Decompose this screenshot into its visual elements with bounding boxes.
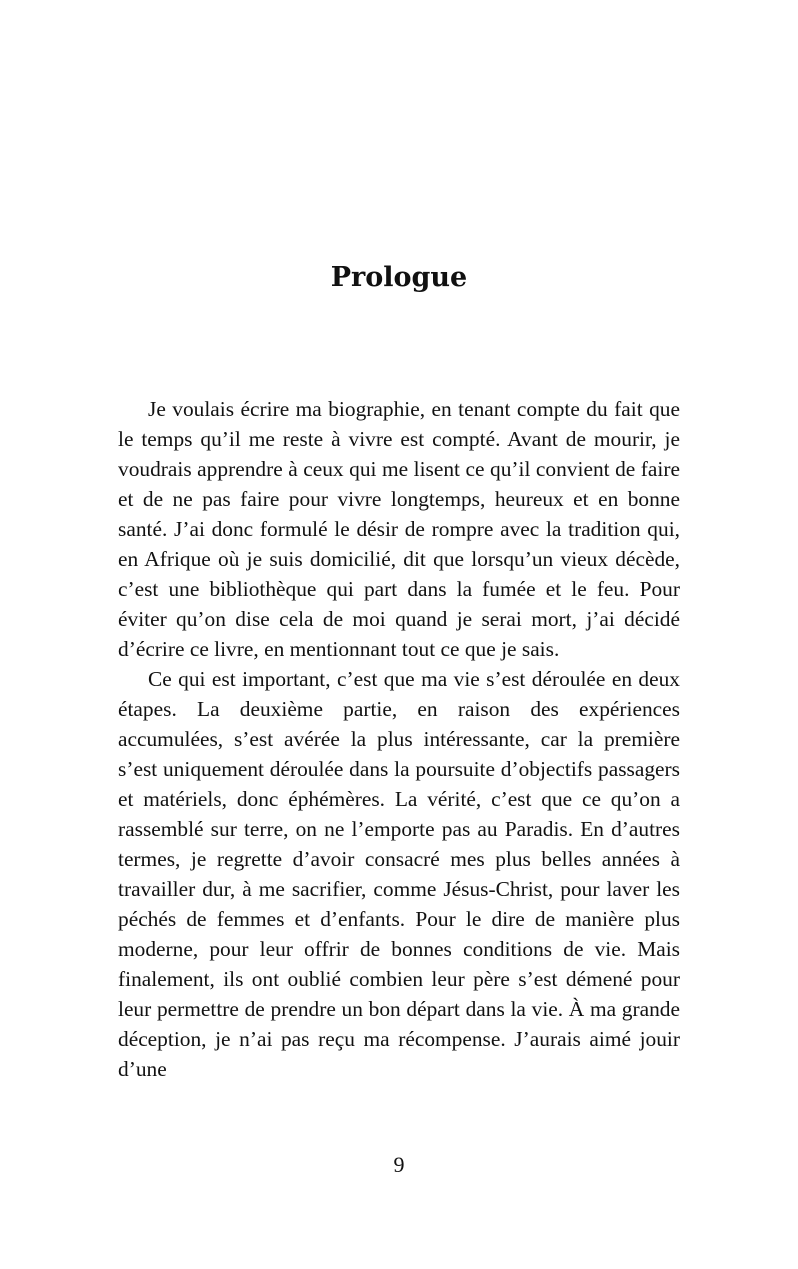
chapter-title: Prologue	[330, 262, 468, 293]
paragraph: Ce qui est important, c’est que ma vie s’est déroulée en deux étapes. La deuxième partie, en raison des expériences accumulées, s’est avérée la plus intéressante, car la première s’est uniquement déroulée dans la poursuite d’objectifs passagers et matériels, donc éphémères. La vérité, c’est que ce qu’on a rassemblé sur terre, on ne l’emporte pas au Paradis. En d’autres termes, je regrette d’avoir consacré mes plus belles années à travailler dur, à me sacrifier, comme Jésus-Christ, pour laver les péchés de femmes et d’enfants. Pour le dire de manière plus moderne, pour leur offrir de bonnes conditions de vie. Mais finalement, ils ont oublié combien leur père s’est démené pour leur permettre de prendre un bon départ dans la vie. À ma grande déception, je n’ai pas reçu ma récompense. J’aurais aimé jouir d’une	[118, 667, 680, 1081]
page-number: 9	[393, 1152, 405, 1177]
body-text	[118, 394, 680, 1084]
paragraph: Je voulais écrire ma biographie, en tenant compte du fait que le temps qu’il me reste à vivre est compté. Avant de mourir, je voudrais apprendre à ceux qui me lisent ce qu’il convient de faire et de ne pas faire pour vivre longtemps, heureux et en bonne santé. J’ai donc formulé le désir de rompre avec la tradition qui, en Afrique où je suis domicilié, dit que lorsqu’un vieux décède, c’est une bibliothèque qui part dans la fumée et le feu. Pour éviter qu’on dise cela de moi quand je serai mort, j’ai décidé d’écrire ce livre, en mentionnant tout ce que je sais.	[118, 397, 680, 661]
